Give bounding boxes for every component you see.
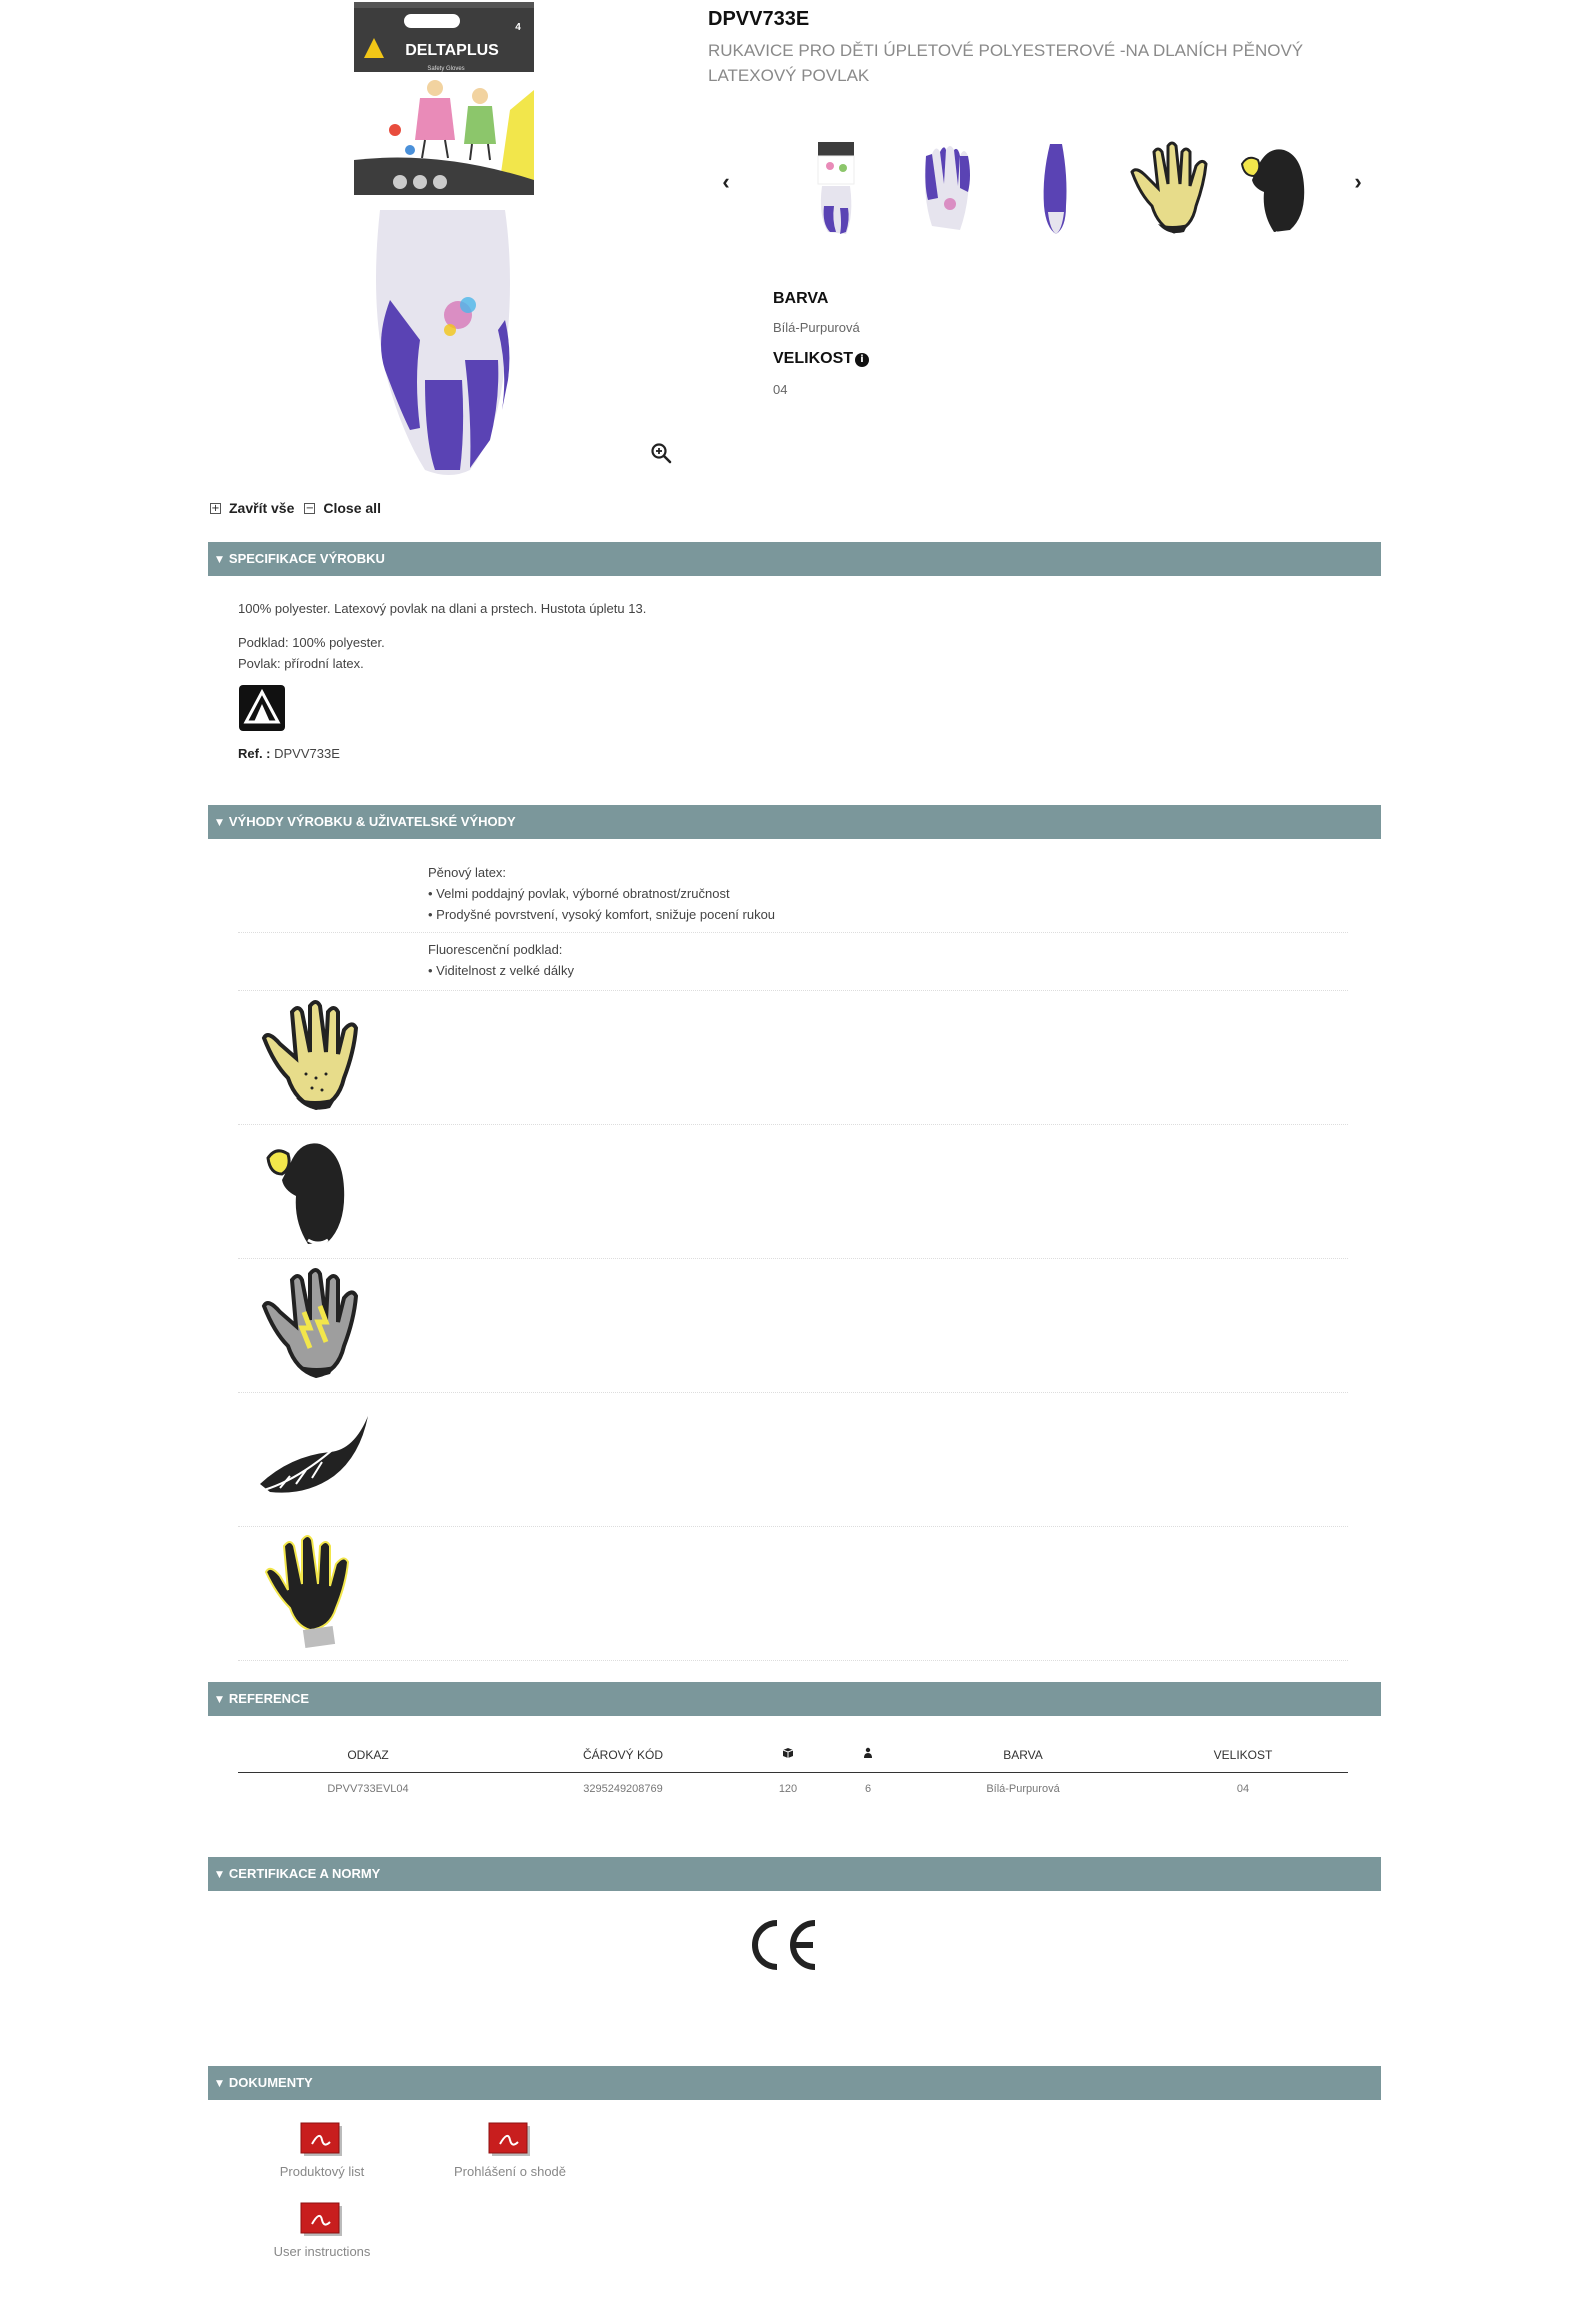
spec-ref-label: Ref. : [238, 746, 271, 761]
caret-down-icon: ▼ [216, 2079, 223, 2089]
divider [238, 1526, 1348, 1527]
section-docs-header[interactable] [208, 2066, 1381, 2100]
size-label-text: VELIKOST [773, 350, 854, 367]
package-header [354, 2, 534, 72]
product-subtitle: RUKAVICE PRO DĚTI ÚPLETOVÉ POLYESTEROVÉ -NA DLANÍCH PĚNOVÝ LATEXOVÝ POVLAK [708, 41, 1304, 85]
package-size: 4 [515, 22, 521, 33]
divider [238, 932, 1348, 933]
caret-down-icon: ▼ [216, 1695, 223, 1705]
cell-ref: DPVV733EVL04 [327, 1783, 409, 1796]
benefit-fluorescent [428, 939, 574, 981]
caret-down-icon: ▼ [216, 555, 223, 565]
info-icon[interactable]: i [855, 353, 869, 367]
document-label: Prohlášení o shodě [453, 2164, 567, 2179]
package-tagline: Safety Gloves [427, 66, 465, 72]
pdf-icon [488, 2122, 532, 2158]
section-docs-title: DOKUMENTY [228, 2075, 313, 2090]
section-spec-header[interactable] [208, 542, 1381, 576]
cell-pack-qty: 6 [864, 1783, 872, 1796]
col-odkaz: ODKAZ [238, 1738, 498, 1772]
thumbnail-carousel [708, 130, 1368, 250]
col-size: VELIKOST [1138, 1738, 1348, 1772]
cell-color: Bílá-Purpurová [986, 1783, 1060, 1796]
document-product-sheet[interactable] [262, 2122, 382, 2179]
close-all-en-toggle[interactable]: Close all [323, 500, 381, 516]
divider [238, 1124, 1348, 1125]
product-title: DPVV733E [708, 8, 810, 30]
cell-barcode: 3295249208769 [583, 1783, 663, 1796]
size-value: 04 [773, 382, 788, 397]
box-icon [782, 1747, 794, 1759]
color-label: BARVA [773, 290, 829, 307]
color-value: Bílá-Purpurová [773, 320, 860, 335]
dexterity-glove-icon [250, 1128, 370, 1248]
benefit-title: Fluorescenční podklad: [428, 942, 563, 957]
reference-table [238, 1738, 1348, 1806]
feather-icon [250, 1396, 370, 1516]
divider [238, 1392, 1348, 1393]
section-certs-title: CERTIFIKACE A NORMY [228, 1866, 381, 1881]
chevron-right-icon[interactable]: › [1354, 169, 1362, 194]
table-header-row [238, 1738, 1348, 1772]
thumbnail-package[interactable] [788, 136, 884, 240]
chevron-left-icon[interactable]: ‹ [722, 169, 730, 194]
caret-down-icon: ▼ [216, 1870, 223, 1880]
spec-line-1: 100% polyester. Latexový povlak na dlani a prstech. Hustota úpletu 13. [238, 601, 647, 616]
toggle-bar [210, 500, 381, 516]
pdf-icon [300, 2122, 344, 2158]
pdf-icon [300, 2202, 344, 2238]
section-benefits-header[interactable] [208, 805, 1381, 839]
section-benefits-title: VÝHODY VÝROBKU & UŽIVATELSKÉ VÝHODY [228, 814, 516, 829]
divider [238, 1258, 1348, 1259]
divider [238, 990, 1348, 991]
grip-dots-glove-icon [250, 994, 370, 1114]
benefit-item: • Viditelnost z velké dálky [428, 963, 574, 978]
cell-box-qty: 120 [778, 1783, 798, 1796]
benefit-foam-latex [428, 862, 775, 925]
divider [238, 1660, 1348, 1661]
col-person [828, 1738, 908, 1772]
document-user-instructions[interactable] [252, 2202, 392, 2259]
spec-ref-value: DPVV733E [274, 746, 340, 761]
zoom-icon[interactable] [650, 442, 672, 464]
document-label: User instructions [273, 2244, 371, 2259]
document-declaration[interactable] [440, 2122, 580, 2179]
thumbnail-glove-front[interactable] [898, 136, 994, 240]
spec-ref [238, 746, 340, 761]
expand-box-icon[interactable]: + [211, 502, 220, 514]
section-certs-header[interactable] [208, 1857, 1381, 1891]
close-all-cz-toggle[interactable]: Zavřít vše [229, 500, 295, 516]
section-reference-header[interactable] [208, 1682, 1381, 1716]
person-icon [862, 1747, 874, 1759]
col-color: BARVA [908, 1738, 1138, 1772]
collapse-box-icon[interactable]: − [305, 502, 315, 514]
ce-mark-icon [745, 1915, 820, 1975]
benefit-item: • Velmi poddajný povlak, výborné obratnost/zručnost [428, 886, 730, 901]
breathable-glove-icon [250, 1262, 370, 1382]
spec-line-3: Povlak: přírodní latex. [238, 656, 364, 671]
benefit-item: • Prodyšné povrstvení, vysoký komfort, snižuje pocení rukou [428, 907, 776, 922]
dexterity-glove-icon[interactable] [1228, 136, 1324, 240]
fluorescent-glove-icon [250, 1530, 370, 1650]
section-reference-title: REFERENCE [228, 1691, 310, 1706]
benefit-title: Pěnový latex: [428, 865, 507, 880]
document-label: Produktový list [279, 2164, 365, 2179]
thumbnail-glove-side[interactable] [1008, 136, 1104, 240]
delta-logo-icon [238, 684, 286, 732]
table-row[interactable] [238, 1772, 1348, 1806]
section-spec-title: SPECIFIKACE VÝROBKU [228, 551, 385, 566]
package-brand: DELTAPLUS [405, 42, 499, 59]
spec-line-2: Podklad: 100% polyester. [238, 635, 385, 650]
cell-size: 04 [1236, 1783, 1250, 1796]
product-main-image[interactable] [340, 0, 540, 480]
col-box [748, 1738, 828, 1772]
caret-down-icon: ▼ [216, 818, 223, 828]
col-barcode: ČÁROVÝ KÓD [498, 1738, 748, 1772]
size-label [773, 350, 869, 368]
grip-dots-glove-icon[interactable] [1118, 136, 1214, 240]
